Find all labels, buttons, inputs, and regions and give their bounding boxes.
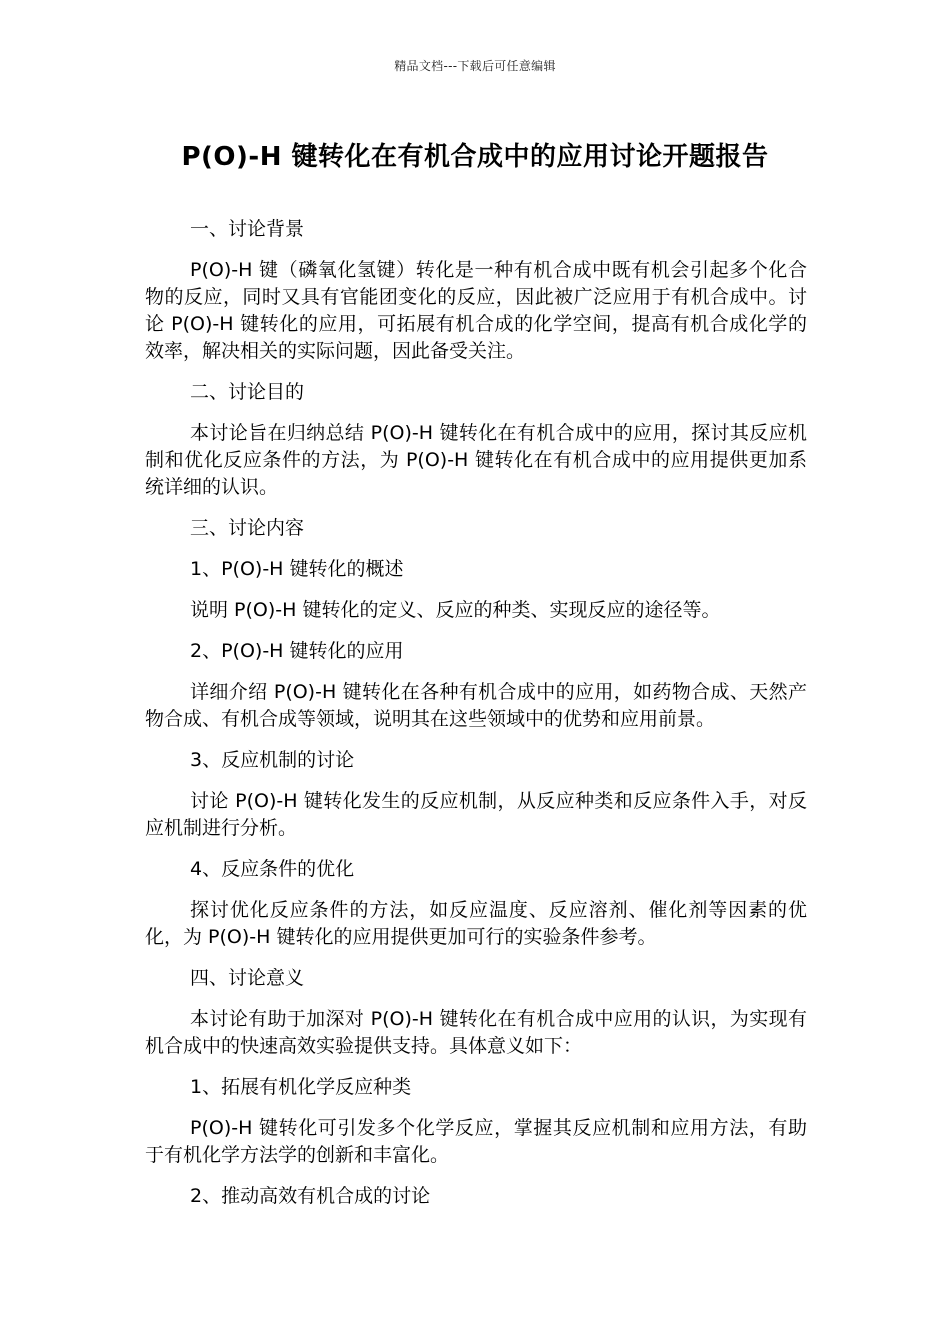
document-title: P(O)-H 键转化在有机合成中的应用讨论开题报告 — [181, 142, 769, 172]
subsection-heading: 2、推动高效有机合成的讨论 — [190, 1185, 431, 1207]
section-heading: 三、讨论内容 — [190, 517, 305, 539]
section-heading: 四、讨论意义 — [190, 967, 305, 989]
section-heading: 一、讨论背景 — [190, 218, 305, 240]
document-body — [145, 216, 807, 1224]
subsection-heading: 2、P(O)-H 键转化的应用 — [190, 640, 404, 662]
page-header-note: 精品文档---下载后可任意编辑 — [394, 59, 556, 73]
paragraph: 本讨论有助于加深对 P(O)-H 键转化在有机合成中应用的认识，为实现有机合成中的快速高效实验提供支持。具体意义如下： — [145, 1008, 807, 1057]
section-heading: 二、讨论目的 — [190, 381, 305, 403]
subsection-heading: 3、反应机制的讨论 — [190, 749, 355, 771]
subsection-heading: 1、拓展有机化学反应种类 — [190, 1076, 412, 1098]
paragraph: P(O)-H 键（磷氧化氢键）转化是一种有机合成中既有机会引起多个化合物的反应，同时又具有官能团变化的反应，因此被广泛应用于有机合成中。讨论 P(O)-H 键转化的应用，可拓展有机合成的化学空间，提高有机合成化学的效率，解决相关的实际问题，因此备受关注。 — [145, 259, 807, 362]
paragraph: 探讨优化反应条件的方法，如反应温度、反应溶剂、催化剂等因素的优化，为 P(O)-H 键转化的应用提供更加可行的实验条件参考。 — [145, 899, 807, 948]
paragraph: 详细介绍 P(O)-H 键转化在各种有机合成中的应用，如药物合成、天然产物合成、有机合成等领域，说明其在这些领域中的优势和应用前景。 — [145, 681, 807, 730]
paragraph: P(O)-H 键转化可引发多个化学反应，掌握其反应机制和应用方法，有助于有机化学方法学的创新和丰富化。 — [145, 1117, 807, 1166]
paragraph: 讨论 P(O)-H 键转化发生的反应机制，从反应种类和反应条件入手，对反应机制进行分析。 — [145, 790, 807, 839]
paragraph: 本讨论旨在归纳总结 P(O)-H 键转化在有机合成中的应用，探讨其反应机制和优化反应条件的方法，为 P(O)-H 键转化在有机合成中的应用提供更加系统详细的认识。 — [145, 422, 807, 498]
subsection-heading: 4、反应条件的优化 — [190, 858, 355, 880]
subsection-heading: 1、P(O)-H 键转化的概述 — [190, 558, 404, 580]
paragraph: 说明 P(O)-H 键转化的定义、反应的种类、实现反应的途径等。 — [190, 599, 721, 621]
